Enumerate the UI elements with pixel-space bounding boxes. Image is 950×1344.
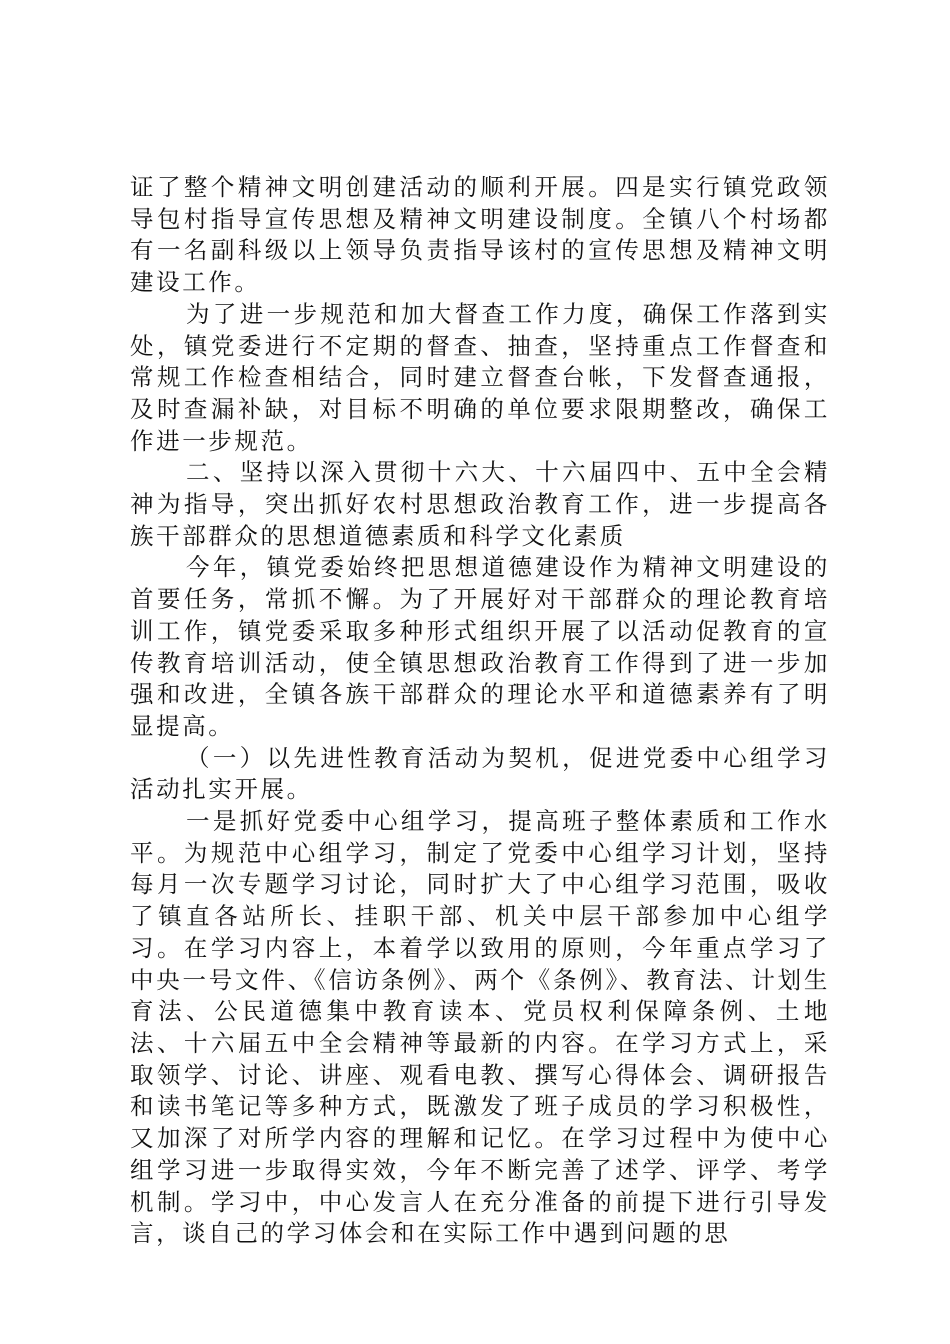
paragraph-moral-education: 今年，镇党委始终把思想道德建设作为精神文明建设的首要任务，常抓不懈。为了开展好对干部群众的理论教育培训工作，镇党委采取多种形式组织开展了以活动促教育的宣传教育培训活动，使全镇思想政治教育工作得到了进一步加强和改进，全镇各族干部群众的理论水平和道德素养有了明显提高。	[130, 553, 830, 740]
paragraph-supervision: 为了进一步规范和加大督查工作力度，确保工作落到实处，镇党委进行不定期的督查、抽查，坚持重点工作督查和常规工作检查相结合，同时建立督查台帐，下发督查通报，及时查漏补缺，对目标不明确的单位要求限期整改，确保工作进一步规范。	[130, 299, 830, 455]
paragraph-central-group-study: 一是抓好党委中心组学习，提高班子整体素质和工作水平。为规范中心组学习，制定了党委中心组学习计划，坚持每月一次专题学习讨论，同时扩大了中心组学习范围，吸收了镇直各站所长、挂职干部、机关中层干部参加中心组学习。在学习内容上，本着学以致用的原则，今年重点学习了中央一号文件、《信访条例》、两个《条例》、教育法、计划生育法、公民道德集中教育读本、党员权利保障条例、土地法、十六届五中全会精神等最新的内容。在学习方式上，采取领学、讨论、讲座、观看电教、撰写心得体会、调研报告和读书笔记等多种方式，既激发了班子成员的学习积极性，又加深了对所学内容的理解和记忆。在学习过程中为使中心组学习进一步取得实效，今年不断完善了述学、评学、考学机制。学习中，中心发言人在充分准备的前提下进行引导发言，谈自己的学习体会和在实际工作中遇到问题的思	[130, 807, 830, 1248]
subsection-heading-one: （一）以先进性教育活动为契机，促进党委中心组学习活动扎实开展。	[130, 743, 830, 804]
paragraph-continuation: 证了整个精神文明创建活动的顺利开展。四是实行镇党政领导包村指导宣传思想及精神文明建设制度。全镇八个村场都有一名副科级以上领导负责指导该村的宣传思想及精神文明建设工作。	[130, 173, 830, 297]
document-body	[130, 172, 830, 1250]
section-heading-two: 二、坚持以深入贯彻十六大、十六届四中、五中全会精神为指导，突出抓好农村思想政治教育工作，进一步提高各族干部群众的思想道德素质和科学文化素质	[130, 458, 830, 550]
